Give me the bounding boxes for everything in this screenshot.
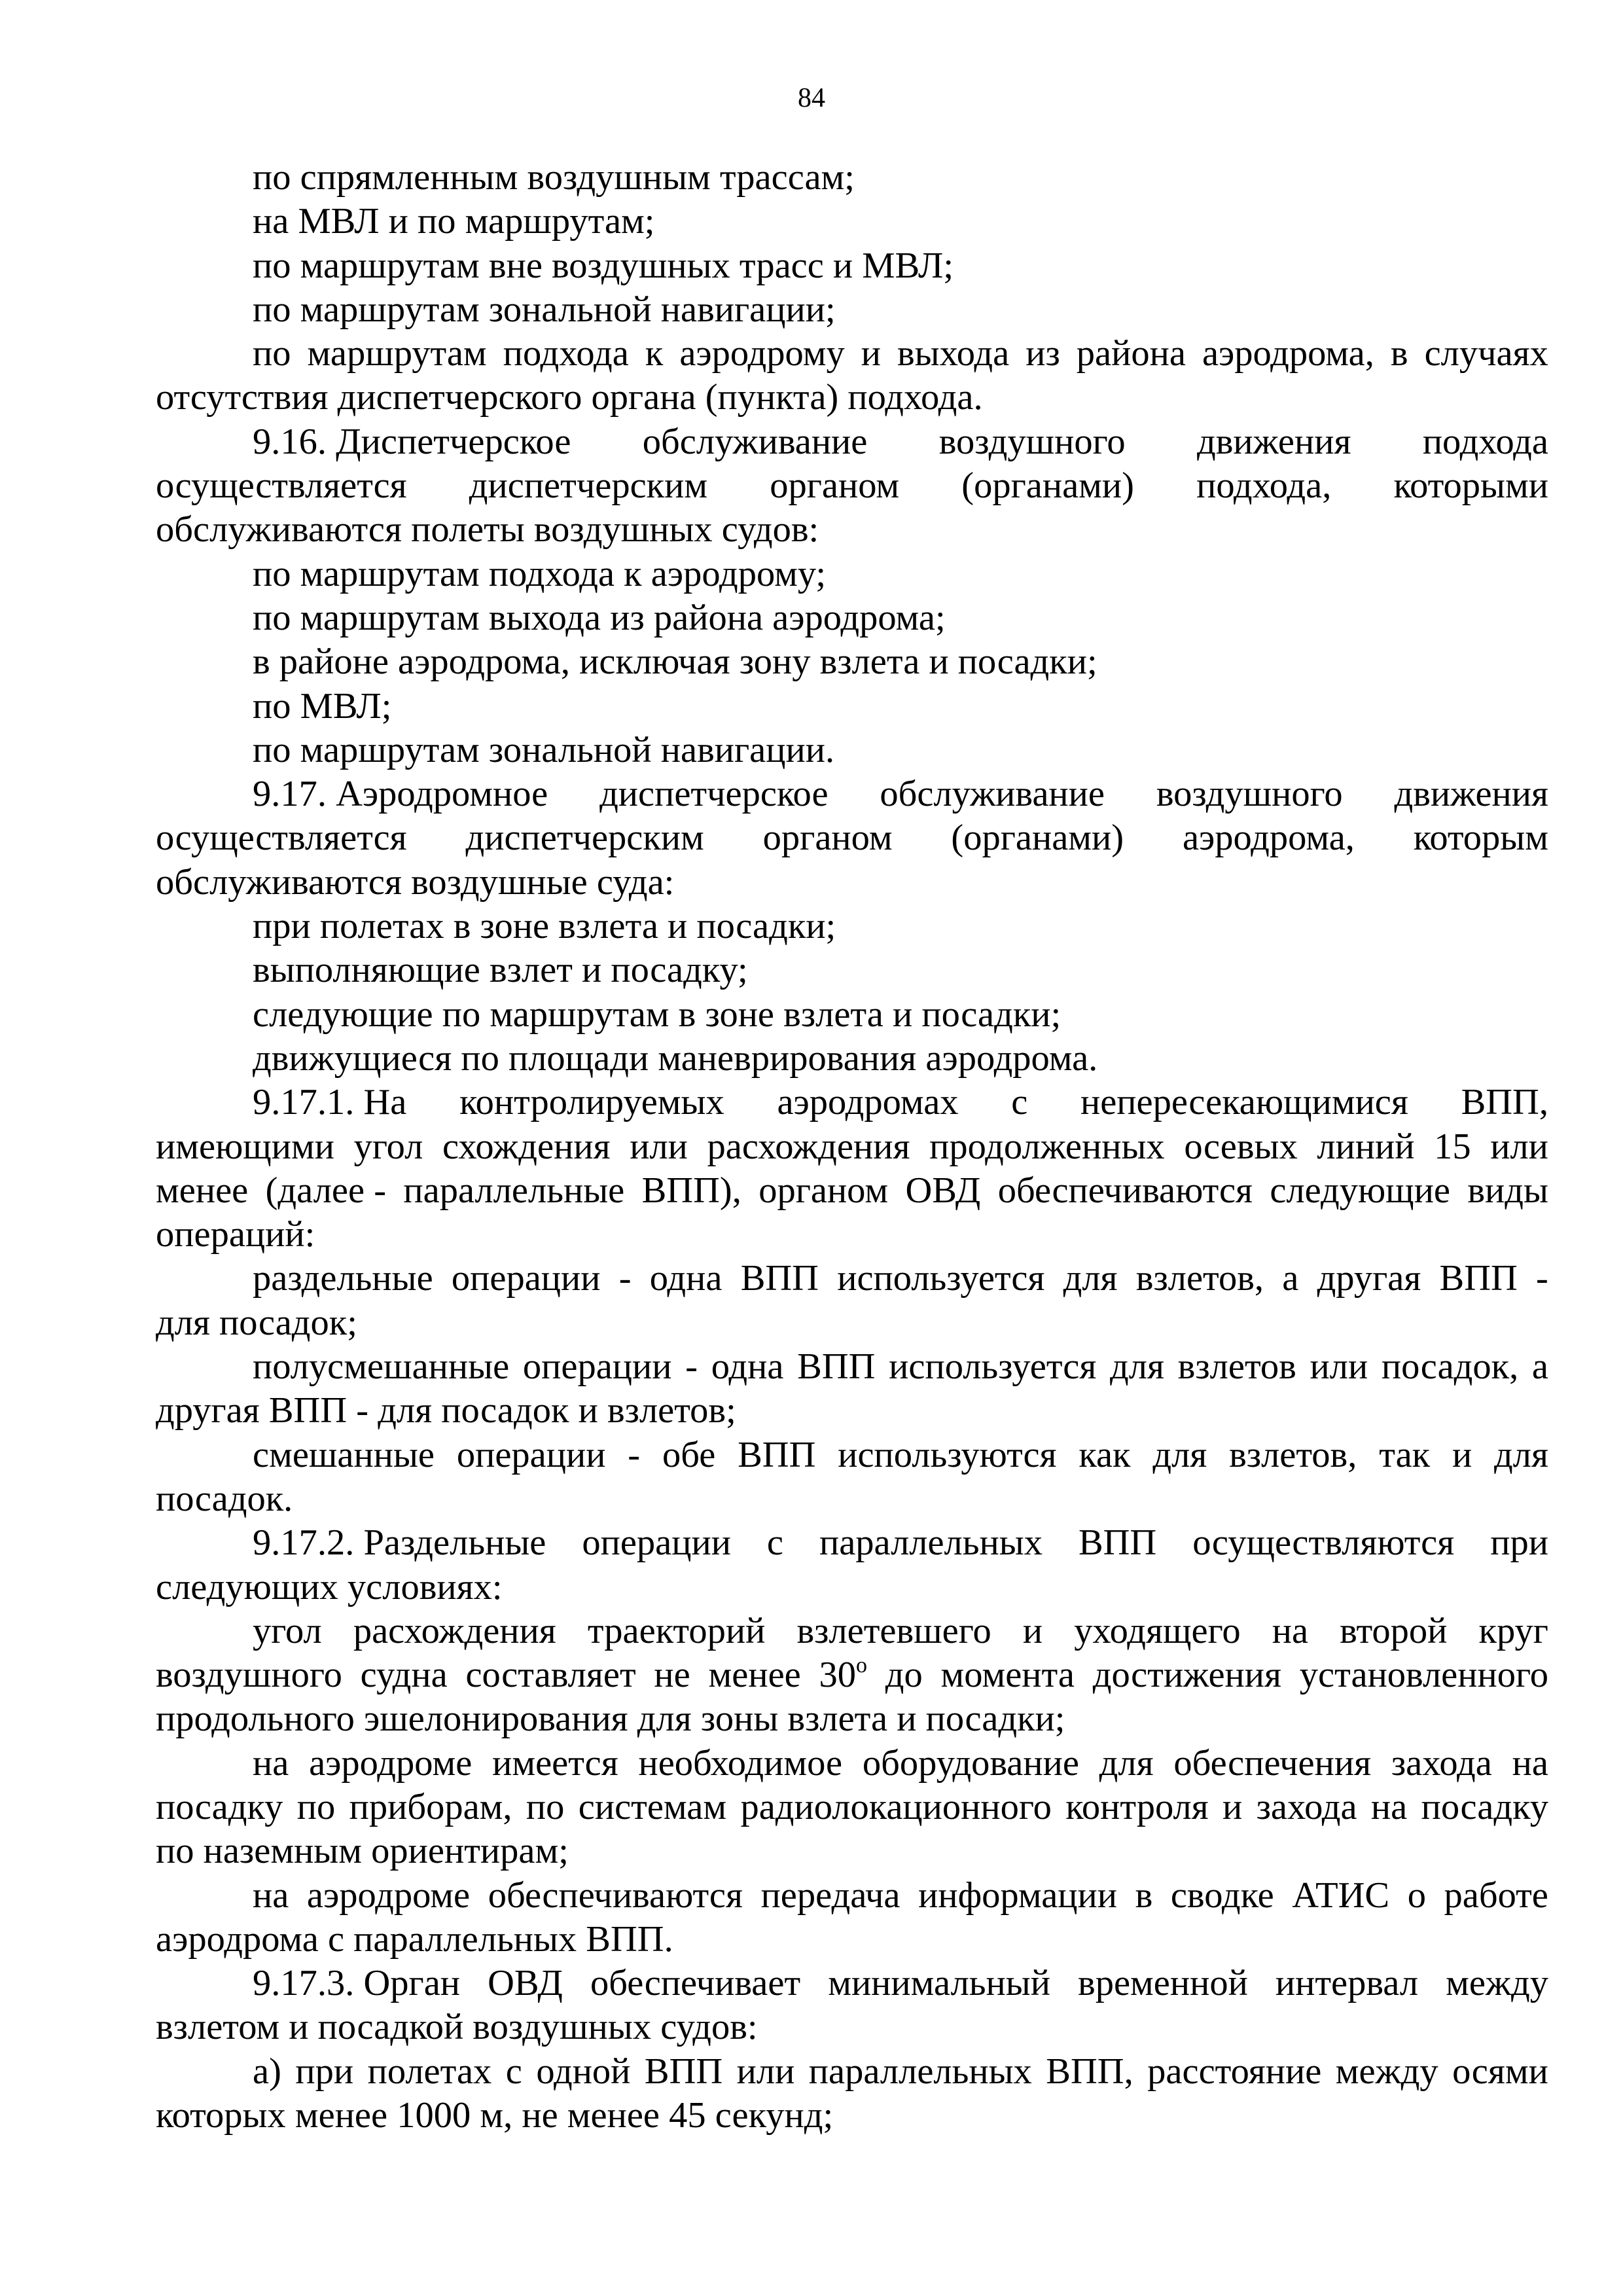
word: воздушного — [1156, 774, 1343, 815]
text-line: на МВЛ и по маршрутам; — [253, 201, 655, 242]
word: осуществляется — [156, 465, 407, 507]
word: органом — [770, 465, 900, 507]
text-line: по маршрутам вне воздушных трасс и МВЛ; — [253, 245, 954, 286]
word: непересекающимися — [1080, 1082, 1408, 1123]
word: с — [505, 2051, 522, 2092]
word: 9.17.2. Раздельные — [253, 1522, 546, 1564]
text-line: продольного эшелонирования для зоны взлета и посадки; — [156, 1698, 1065, 1740]
word: на — [1272, 1610, 1309, 1651]
text-line: по маршрутам выхода из района аэродрома; — [253, 597, 946, 638]
word: уходящего — [1074, 1610, 1241, 1651]
word: имеется — [492, 1742, 618, 1784]
word: посадку — [156, 1786, 283, 1827]
word: как — [1079, 1434, 1131, 1475]
word: не — [654, 1655, 690, 1696]
word: 15 — [1434, 1126, 1471, 1167]
word: аэродроме — [309, 1742, 473, 1784]
word: или — [736, 2051, 795, 2092]
word: обеспечения — [1173, 1742, 1372, 1784]
word: расхождения — [707, 1126, 910, 1167]
word: судна — [360, 1655, 448, 1696]
word: полусмешанные — [253, 1346, 510, 1388]
word: на — [253, 1874, 289, 1916]
word: осевых — [1184, 1126, 1298, 1167]
word: полетах — [367, 2051, 492, 2092]
word: контролируемых — [459, 1082, 724, 1123]
word: интервал — [1275, 1963, 1419, 2004]
word: диспетчерское — [599, 774, 829, 815]
word: виды — [1467, 1170, 1548, 1211]
word: (органами) — [951, 817, 1124, 859]
word: движения — [1196, 421, 1351, 462]
word: осуществляются — [1192, 1522, 1455, 1564]
word: с — [766, 1522, 783, 1564]
word: момента — [940, 1655, 1075, 1696]
word: траекторий — [587, 1610, 766, 1651]
word: менее — [156, 1170, 249, 1211]
word: маршрутам — [307, 333, 487, 374]
word: второй — [1340, 1610, 1448, 1651]
word: по — [296, 1786, 336, 1827]
text-line: которых менее 1000 м, не менее 45 секунд; — [156, 2095, 834, 2136]
text-line: посадок. — [156, 1478, 293, 1519]
word: операции — [456, 1434, 606, 1475]
word: выхода — [897, 333, 1010, 374]
word: или — [1490, 1126, 1548, 1167]
word: операции — [582, 1522, 731, 1564]
text-line: следующих условиях: — [156, 1566, 503, 1607]
text-line: в районе аэродрома, исключая зону взлета и посадки; — [253, 641, 1097, 683]
word: взлетов, — [1135, 1258, 1264, 1299]
word: по — [253, 333, 291, 374]
word: при — [1490, 1522, 1548, 1564]
word: захода — [1391, 1742, 1492, 1784]
word: диспетчерским — [469, 465, 708, 507]
word: взлетов — [1177, 1346, 1296, 1388]
word: угол — [253, 1610, 322, 1651]
word: - — [628, 1434, 641, 1475]
text-line — [156, 1433, 1548, 1477]
text-line — [156, 1521, 1548, 1565]
word: а — [1531, 1346, 1548, 1388]
word: осуществляется — [156, 817, 407, 859]
word: 9.17.3. Орган — [253, 1963, 461, 2004]
word: имеющими — [156, 1126, 335, 1167]
word: установленного — [1299, 1655, 1548, 1696]
word: при — [295, 2051, 354, 2092]
text-line — [156, 1257, 1548, 1300]
word: ВПП), — [641, 1170, 741, 1211]
text-line — [156, 1169, 1548, 1213]
text-line — [156, 1874, 1548, 1918]
page-number: 84 — [798, 83, 825, 113]
word: и — [1452, 1434, 1472, 1475]
text-line — [156, 1345, 1548, 1389]
word: а — [1282, 1258, 1299, 1299]
word: воздушного — [938, 421, 1126, 462]
word: ВПП — [1078, 1522, 1157, 1564]
word: смешанные — [253, 1434, 435, 1475]
degree-sign: o — [856, 1653, 867, 1678]
word: системам — [578, 1786, 727, 1827]
text-line: по спрямленным воздушным трассам; — [253, 157, 855, 198]
word: сводке — [1170, 1874, 1274, 1916]
word: взлетевшего — [796, 1610, 991, 1651]
word: аэродрома, — [1202, 333, 1374, 374]
word: линий — [1317, 1126, 1415, 1167]
word: обе — [662, 1434, 716, 1475]
word: посадку — [1421, 1786, 1548, 1827]
word: так — [1379, 1434, 1431, 1475]
word: ВПП — [644, 2051, 723, 2092]
word: (органами) — [961, 465, 1134, 507]
word: органом — [758, 1170, 889, 1211]
word: аэродрома, — [1182, 817, 1355, 859]
word: обеспечиваются — [488, 1874, 743, 1916]
word: - — [685, 1346, 698, 1388]
word: минимальный — [828, 1963, 1050, 2004]
word: органом — [762, 817, 893, 859]
word: одной — [536, 2051, 631, 2092]
word: на — [253, 1742, 289, 1784]
word: раздельные — [253, 1258, 433, 1299]
text-line: движущиеся по площади маневрирования аэродрома. — [253, 1037, 1098, 1079]
word: следующие — [1270, 1170, 1451, 1211]
text-line: другая ВПП - для посадок и взлетов; — [156, 1390, 736, 1431]
word: продолженных — [929, 1126, 1165, 1167]
word: на — [1512, 1742, 1548, 1784]
word: ОВД — [488, 1963, 563, 2004]
word: - — [1536, 1258, 1548, 1299]
word: из — [1026, 333, 1060, 374]
word: и — [1022, 1610, 1043, 1651]
word: операции — [522, 1346, 672, 1388]
word: ВПП — [797, 1346, 876, 1388]
word: в — [1135, 1874, 1153, 1916]
word: для — [1063, 1258, 1118, 1299]
word: параллельные — [403, 1170, 625, 1211]
word: между — [1335, 2051, 1438, 2092]
word: по — [526, 1786, 565, 1827]
word: воздушного — [156, 1655, 342, 1696]
word: осями — [1452, 2051, 1548, 2092]
word: района — [1076, 333, 1186, 374]
word: работе — [1444, 1874, 1548, 1916]
text-line — [156, 816, 1548, 860]
word: достижения — [1092, 1655, 1282, 1696]
word: обеспечиваются — [997, 1170, 1253, 1211]
word: на — [1370, 1786, 1408, 1827]
text-line: следующие по маршрутам в зоне взлета и посадки; — [253, 994, 1061, 1035]
word: о — [1407, 1874, 1426, 1916]
word: и — [861, 333, 881, 374]
word: подхода, — [1196, 465, 1332, 507]
word: до — [885, 1655, 923, 1696]
word: движения — [1394, 774, 1548, 815]
word: радиолокационного — [740, 1786, 1052, 1827]
word: обслуживание — [880, 774, 1105, 815]
word: ВПП — [1439, 1258, 1518, 1299]
word: ВПП, — [1461, 1082, 1548, 1123]
word: угол — [353, 1126, 423, 1167]
word: с — [1011, 1082, 1028, 1123]
word: обеспечивает — [590, 1963, 801, 2004]
text-line: взлетом и посадкой воздушных судов: — [156, 2007, 758, 2048]
text-line: отсутствия диспетчерского органа (пункта) подхода. — [156, 377, 983, 418]
text-line — [156, 1609, 1548, 1653]
word: для — [1099, 1742, 1154, 1784]
text-line — [156, 1962, 1548, 2005]
word: - — [618, 1258, 632, 1299]
word: к — [645, 333, 664, 374]
word: оборудование — [862, 1742, 1079, 1784]
word: которым — [1413, 817, 1548, 859]
text-line: по маршрутам зональной навигации. — [253, 729, 835, 770]
word: посадок, — [1381, 1346, 1519, 1388]
text-line — [156, 420, 1548, 464]
word: информации — [918, 1874, 1117, 1916]
word: обслуживание — [642, 421, 868, 462]
text-line: по МВЛ; — [253, 685, 392, 726]
word: подхода — [1422, 421, 1548, 462]
word: контроля — [1065, 1786, 1209, 1827]
word: круг — [1478, 1610, 1548, 1651]
word: а) — [253, 2051, 281, 2092]
text-line: для посадок; — [156, 1302, 357, 1343]
text-line: операций: — [156, 1214, 315, 1255]
text-line: аэродрома с параллельных ВПП. — [156, 1918, 673, 1960]
word: необходимое — [638, 1742, 843, 1784]
word: аэродромах — [777, 1082, 959, 1123]
word: ВПП — [738, 1434, 816, 1475]
word: расхождения — [353, 1610, 556, 1651]
text-line — [156, 1653, 1548, 1697]
word: параллельных — [819, 1522, 1043, 1564]
word: схождения — [442, 1126, 611, 1167]
text-line — [156, 1081, 1548, 1124]
text-line — [156, 1785, 1548, 1829]
word: АТИС — [1292, 1874, 1390, 1916]
text-line — [156, 1125, 1548, 1169]
word: или — [1310, 1346, 1368, 1388]
word: взлетов, — [1229, 1434, 1357, 1475]
text-line — [156, 2050, 1548, 2094]
word: операции — [451, 1258, 601, 1299]
word: или — [630, 1126, 688, 1167]
word: случаях — [1424, 333, 1548, 374]
word: для — [1110, 1346, 1164, 1388]
word: ВПП, — [1046, 2051, 1133, 2092]
word: 9.16. Диспетчерское — [253, 421, 571, 462]
word: одна — [711, 1346, 784, 1388]
text-line: по маршрутам зональной навигации; — [253, 289, 836, 330]
word: захода — [1256, 1786, 1357, 1827]
word: диспетчерским — [465, 817, 704, 859]
word: 9.17. Аэродромное — [253, 774, 548, 815]
word: другая — [1317, 1258, 1421, 1299]
word: используется — [837, 1258, 1045, 1299]
word: составляет — [465, 1655, 636, 1696]
document-body — [156, 156, 1548, 2138]
word: аэродрому — [679, 333, 845, 374]
word: и — [1222, 1786, 1243, 1827]
word: для — [1494, 1434, 1548, 1475]
text-line: при полетах в зоне взлета и посадки; — [253, 906, 836, 947]
word: аэродроме — [306, 1874, 471, 1916]
text-line: по маршрутам подхода к аэродрому; — [253, 553, 827, 594]
word: которыми — [1393, 465, 1548, 507]
word: менее — [708, 1655, 801, 1696]
word: в — [1390, 333, 1408, 374]
text-line — [156, 772, 1548, 816]
word: параллельных — [808, 2051, 1032, 2092]
word: приборам, — [349, 1786, 512, 1827]
word: для — [1152, 1434, 1207, 1475]
text-line — [156, 1742, 1548, 1785]
word: (далее - — [265, 1170, 387, 1211]
word: между — [1446, 1963, 1548, 2004]
word: временной — [1078, 1963, 1248, 2004]
word: 30$^o$ — [819, 1653, 867, 1696]
word: подхода — [503, 333, 629, 374]
text-line: обслуживаются полеты воздушных судов: — [156, 509, 819, 550]
word: расстояние — [1147, 2051, 1322, 2092]
word: 9.17.1. На — [253, 1082, 407, 1123]
text-line — [156, 464, 1548, 508]
text-line — [156, 332, 1548, 376]
word: используется — [889, 1346, 1097, 1388]
text-line: обслуживаются воздушные суда: — [156, 861, 675, 903]
word: одна — [649, 1258, 722, 1299]
text-line: по наземным ориентирам; — [156, 1831, 569, 1872]
word: ОВД — [905, 1170, 981, 1211]
word: ВПП — [740, 1258, 819, 1299]
word: используются — [838, 1434, 1057, 1475]
word: передача — [760, 1874, 901, 1916]
text-line: выполняющие взлет и посадку; — [253, 950, 748, 991]
